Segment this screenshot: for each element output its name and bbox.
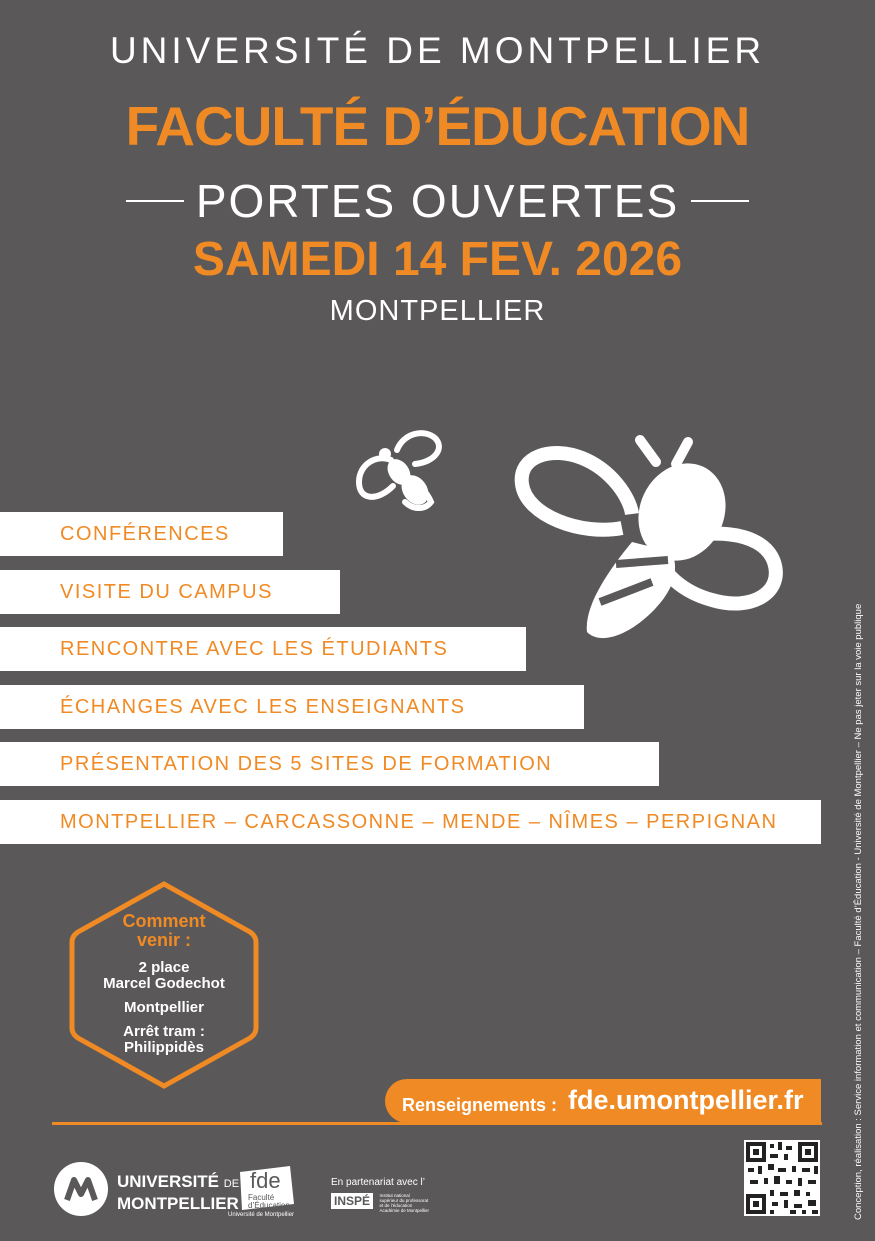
directions-title: Comment venir : (122, 911, 206, 950)
inspe-desc (379, 1193, 429, 1213)
info-underline (52, 1122, 822, 1125)
event-city: MONTPELLIER (329, 295, 546, 327)
inspe-logo-icon (331, 1193, 429, 1213)
activity-cities: MONTPELLIER – CARCASSONNE – MENDE – NÎMES – PERPIGNAN (0, 800, 821, 844)
info-url[interactable]: fde.umontpellier.fr (568, 1085, 804, 1115)
info-label: Renseignements : (402, 1095, 558, 1115)
event-date: SAMEDI 14 FEV. 2026 (192, 233, 683, 286)
tram-stop: Philippidès (123, 1039, 204, 1056)
um-de: DE (223, 1178, 240, 1190)
inspe-desc2: supérieur du professorat (379, 1198, 429, 1203)
qr-code-icon[interactable] (744, 1140, 820, 1216)
bee-small-icon (355, 430, 447, 514)
inspe-desc1: Institut national (379, 1193, 410, 1198)
address-city: Montpellier (123, 999, 204, 1016)
um-logo-icon (52, 1160, 110, 1218)
partner-label: En partenariat avec l’ (331, 1177, 425, 1188)
activity-conferences: CONFÉRENCES (0, 512, 283, 556)
divider-left (126, 200, 184, 202)
fde-line3: Université de Montpellier (228, 1212, 295, 1218)
fde-line2: d’Éducation (248, 1201, 290, 1210)
um-line1: UNIVERSITÉ (117, 1172, 220, 1191)
activity-students: RENCONTRE AVEC LES ÉTUDIANTS (0, 627, 526, 671)
event-title: PORTES OUVERTES (195, 175, 680, 227)
fde-short: fde (250, 1168, 281, 1193)
address-line2: Marcel Godechot (103, 975, 225, 992)
fde-line1: Faculté (248, 1193, 275, 1202)
credit-vertical: Conception, réalisation : Service information et communication – Faculté d’Éducation - Université de Montpellier – Ne pas jeter sur la voie publique (853, 603, 864, 1220)
bee-large-icon (512, 432, 784, 647)
address-line1: 2 place (138, 959, 190, 976)
tram-label: Arrêt tram : (123, 1023, 205, 1040)
activity-sites: PRÉSENTATION DES 5 SITES DE FORMATION (0, 742, 659, 786)
um-line2: MONTPELLIER (117, 1194, 239, 1213)
fde-name (248, 1194, 290, 1210)
fde-logo-icon (228, 1164, 302, 1219)
activity-teachers: ÉCHANGES AVEC LES ENSEIGNANTS (0, 685, 584, 729)
faculty-title: FACULTÉ D’ÉDUCATION (125, 95, 750, 157)
directions-text (68, 908, 260, 1056)
university-name: UNIVERSITÉ DE MONTPELLIER (109, 30, 766, 71)
um-logo-text (117, 1172, 239, 1213)
inspe-desc3: et de l’éducation (379, 1203, 413, 1208)
inspe-mark: INSPÉ (331, 1193, 373, 1209)
activity-campus-visit: VISITE DU CAMPUS (0, 570, 340, 614)
event-title-row (0, 174, 875, 228)
inspe-desc4: Académie de Montpellier (379, 1208, 429, 1213)
divider-right (691, 200, 749, 202)
